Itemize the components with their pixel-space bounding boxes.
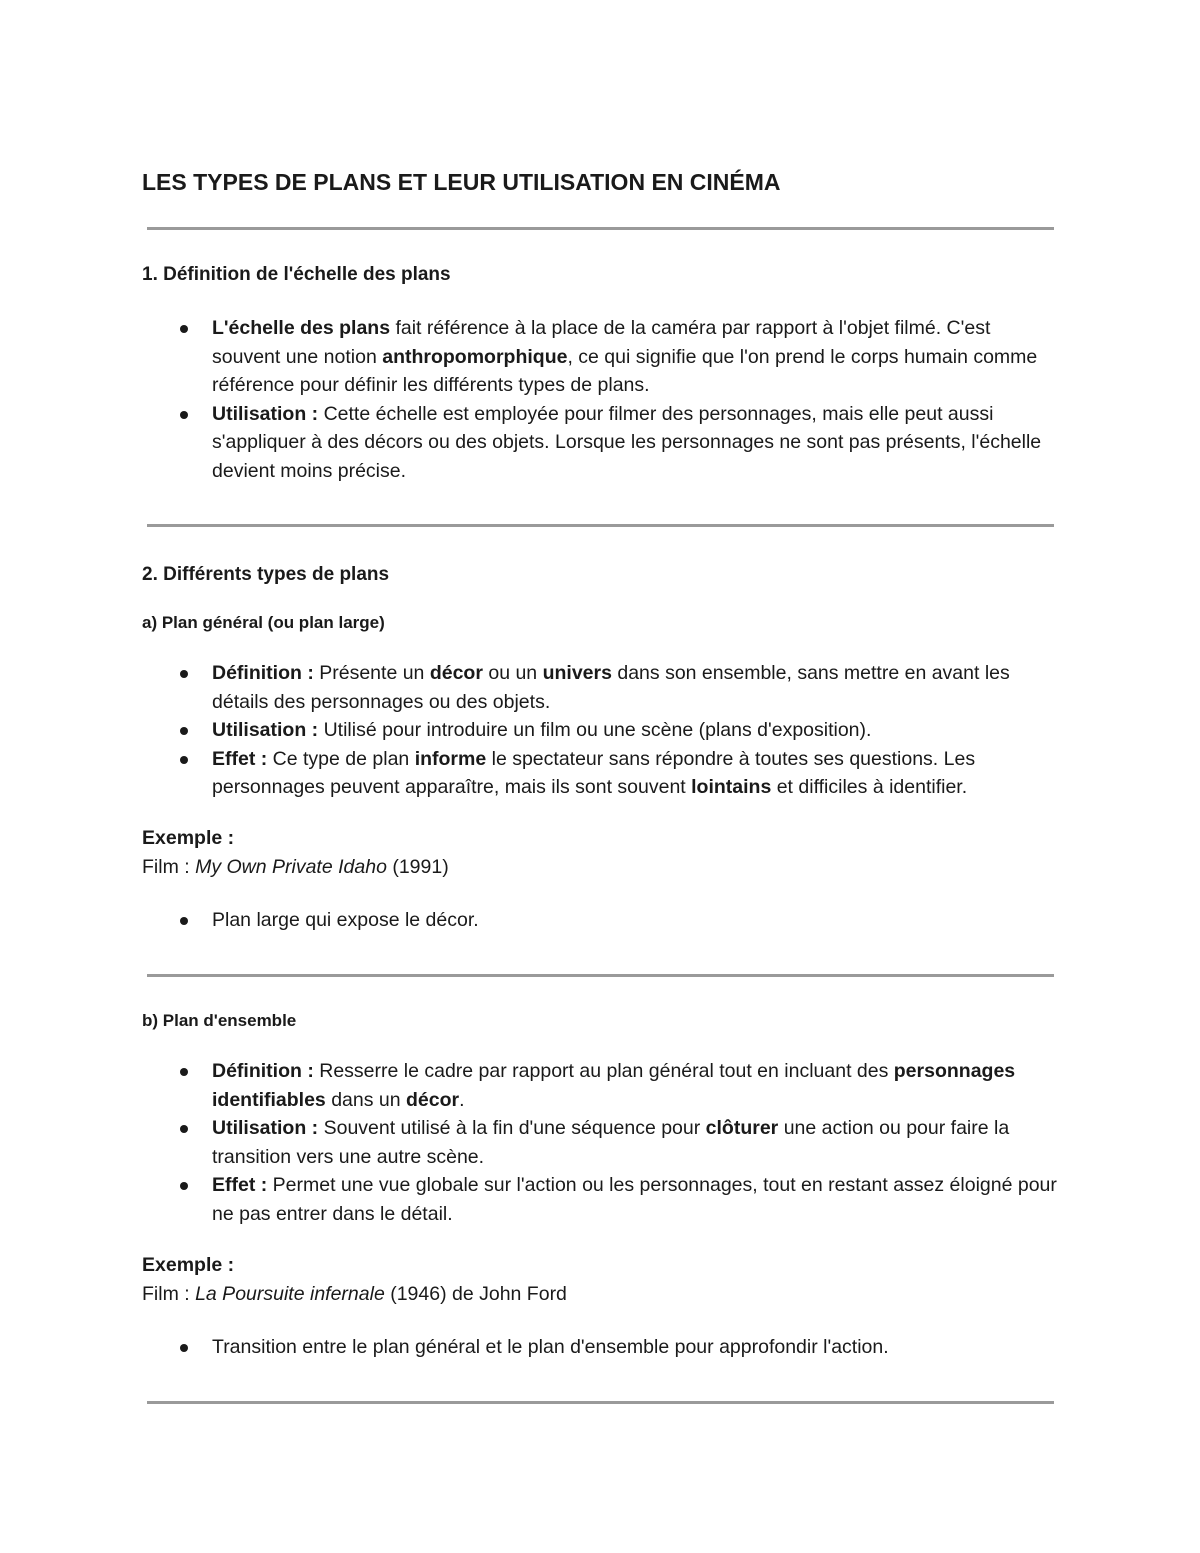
bold-term: Définition : — [212, 1060, 314, 1082]
item-text: , ce qui signifie que l'on prend le corps humain comme référence pour définir les différents types de plans. — [212, 345, 1038, 396]
bold-term: lointains — [691, 776, 772, 798]
list-item — [142, 716, 1058, 745]
section-1-list — [142, 314, 1058, 485]
page-title: LES TYPES DE PLANS ET LEUR UTILISATION EN CINÉMA — [142, 169, 781, 195]
bold-term: Effet : — [212, 747, 268, 770]
example-label: Exemple : — [142, 827, 235, 849]
bold-term: Utilisation : — [212, 402, 319, 425]
bold-term: L'échelle des plans — [212, 317, 391, 339]
item-text: le spectateur sans répondre à toutes ses questions. Les personnages peuvent apparaître, mais ils sont souvent — [212, 747, 976, 798]
section-2-heading: 2. Différents types de plans — [142, 564, 390, 585]
item-text: dans son ensemble, sans mettre en avant les détails des personnages ou des objets. — [212, 662, 1010, 713]
subsection-a-heading: a) Plan général (ou plan large) — [142, 613, 385, 632]
section-1-heading: 1. Définition de l'échelle des plans — [142, 264, 451, 285]
bold-term: univers — [542, 662, 612, 684]
horizontal-rule — [147, 227, 1054, 230]
item-text: Permet une vue globale sur l'action ou les personnages, tout en restant assez éloigné pour ne pas entrer dans le détail. — [212, 1174, 1057, 1225]
bullet-icon — [180, 1068, 188, 1076]
bullet-icon — [180, 756, 188, 764]
item-text: Plan large qui expose le décor. — [212, 909, 479, 931]
list-item — [142, 906, 1058, 935]
item-text: une action ou pour faire la transition vers une autre scène. — [212, 1117, 1010, 1168]
item-text: Resserre le cadre par rapport au plan général tout en incluant des — [313, 1060, 894, 1082]
bullet-icon — [180, 411, 188, 419]
item-text: . — [459, 1088, 465, 1111]
bold-term: informe — [414, 747, 487, 770]
bullet-icon — [180, 727, 188, 735]
list-item — [142, 1171, 1058, 1228]
bullet-icon — [180, 1344, 188, 1352]
example-b-list — [142, 1333, 1058, 1362]
list-item — [142, 1057, 1058, 1114]
film-year: (1991) — [386, 856, 449, 878]
bullet-icon — [180, 325, 188, 333]
bold-term: décor — [406, 1088, 460, 1111]
list-item — [142, 314, 1058, 400]
bullet-icon — [180, 1182, 188, 1190]
bold-term: décor — [429, 662, 483, 684]
bold-term: anthropomorphique — [382, 345, 568, 368]
item-text: dans un — [325, 1088, 407, 1111]
horizontal-rule — [147, 1401, 1054, 1404]
subsection-b-heading: b) Plan d'ensemble — [142, 1011, 297, 1030]
film-year: (1946) de John Ford — [384, 1283, 567, 1305]
film-prefix: Film : — [142, 1283, 196, 1305]
bullet-icon — [180, 917, 188, 925]
film-prefix: Film : — [142, 856, 196, 878]
list-item — [142, 659, 1058, 716]
film-title: La Poursuite infernale — [195, 1283, 385, 1305]
film-reference — [142, 856, 449, 879]
horizontal-rule — [147, 524, 1054, 527]
list-item — [142, 745, 1058, 802]
example-a-list — [142, 906, 1058, 935]
item-text: Cette échelle est employée pour filmer des personnages, mais elle peut aussi s'appliquer à des décors ou des objets. Lorsque les personnages ne sont pas présents, l'échelle devient moins précise. — [212, 402, 1042, 482]
item-text: Utilisé pour introduire un film ou une scène (plans d'exposition). — [318, 719, 872, 741]
film-reference — [142, 1283, 567, 1306]
bold-term: personnages identifiables — [212, 1060, 1016, 1111]
example-label: Exemple : — [142, 1254, 235, 1276]
item-text: et difficiles à identifier. — [771, 776, 968, 798]
item-text: Ce type de plan — [267, 747, 415, 770]
bold-term: clôturer — [705, 1117, 779, 1139]
bold-term: Effet : — [212, 1174, 268, 1196]
item-text: fait référence à la place de la caméra par rapport à l'objet filmé. C'est souvent une notion — [212, 317, 991, 368]
bullet-icon — [180, 670, 188, 678]
bold-term: Utilisation : — [212, 719, 319, 741]
item-text: Présente un — [313, 662, 430, 684]
item-text: ou un — [482, 662, 543, 684]
bold-term: Utilisation : — [212, 1117, 319, 1139]
subsection-a-list — [142, 659, 1058, 802]
list-item — [142, 1114, 1058, 1171]
horizontal-rule — [147, 974, 1054, 977]
item-text: Souvent utilisé à la fin d'une séquence pour — [318, 1117, 706, 1139]
film-title: My Own Private Idaho — [195, 856, 387, 878]
list-item — [142, 400, 1058, 486]
bullet-icon — [180, 1125, 188, 1133]
item-text: Transition entre le plan général et le plan d'ensemble pour approfondir l'action. — [212, 1336, 889, 1358]
list-item — [142, 1333, 1058, 1362]
bold-term: Définition : — [212, 662, 314, 684]
subsection-b-list — [142, 1057, 1058, 1228]
